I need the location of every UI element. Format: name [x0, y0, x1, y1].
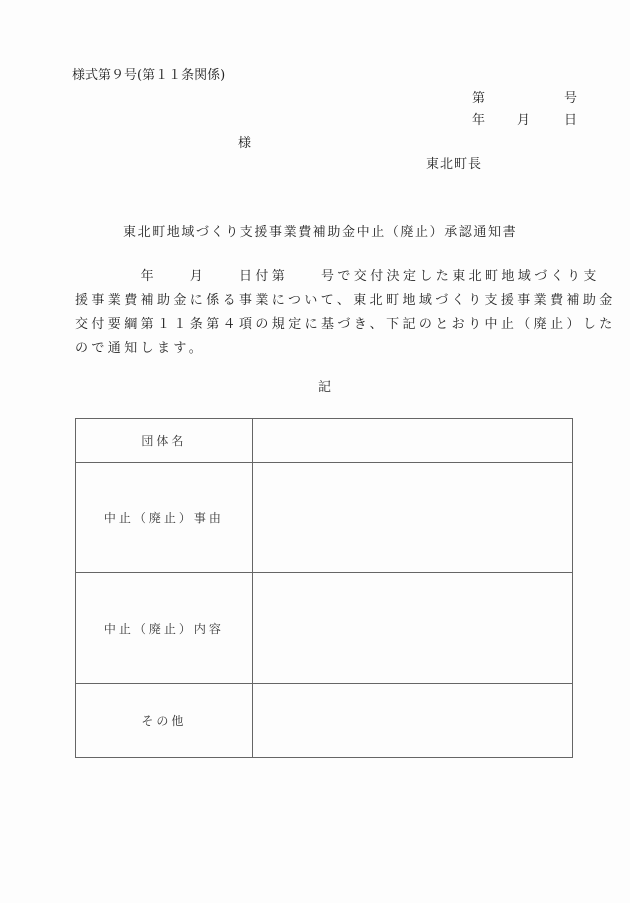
row-value-other[interactable] [252, 684, 572, 758]
doc-number-prefix: 第 [472, 91, 486, 106]
doc-number-suffix: 号 [564, 91, 578, 106]
row-value-group-name[interactable] [252, 419, 572, 463]
table-row [76, 419, 573, 463]
record-table [75, 418, 573, 758]
body-line: 交付要綱第１１条第４項の規定に基づき、下記のとおり中止（廃止）した [75, 317, 616, 332]
row-label: 団体名 [76, 419, 253, 463]
date-day: 日 [564, 113, 578, 128]
table-row [76, 573, 573, 684]
table-row [76, 684, 573, 758]
row-label: その他 [76, 684, 253, 758]
table-row [76, 463, 573, 573]
body-line: ので通知します。 [75, 341, 206, 356]
ki-heading: 記 [318, 380, 332, 395]
body-line: 援事業費補助金に係る事業について、東北町地域づくり支援事業費補助金 [75, 293, 616, 308]
date-year: 年 [472, 113, 486, 128]
form-number: 様式第９号(第１１条関係) [72, 68, 226, 83]
row-value-reason[interactable] [252, 463, 572, 573]
sender: 東北町長 [426, 157, 483, 172]
body-line: 年 月 日付第 号で交付決定した東北町地域づくり支 [75, 269, 600, 284]
row-label: 中止（廃止）事由 [76, 463, 253, 573]
row-value-content[interactable] [252, 573, 572, 684]
row-label: 中止（廃止）内容 [76, 573, 253, 684]
document-title: 東北町地域づくり支援事業費補助金中止（廃止）承認通知書 [123, 225, 518, 240]
addressee-suffix: 様 [238, 136, 252, 151]
date-month: 月 [517, 113, 531, 128]
